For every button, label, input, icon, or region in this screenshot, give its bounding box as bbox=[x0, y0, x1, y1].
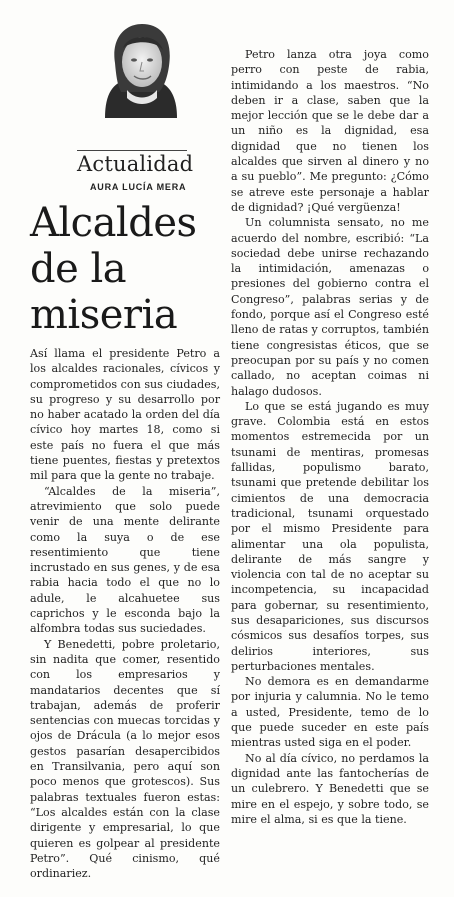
paragraph: “Alcaldes de la miseria”, atrevimiento que solo puede venir de una mente delirante como la suya o de ese resentimiento que tiene incrustado en sus genes, y de esa rabia hacia todo el que no lo adule, le alcahuetee sus caprichos y le esconda bajo la alfombra todas sus suciedades. bbox=[30, 484, 220, 636]
headline-line-1: Alcaldes bbox=[30, 200, 197, 246]
paragraph: Lo que se está jugando es muy grave. Colombia está en estos momentos estremecida por un tsunami de mentiras, promesas fallidas, populismo barato, tsunami que pretende debilitar los cimientos de una democracia tradicional, tsunami orquestado por el mismo Presidente para alimentar una ola populista, delirante de más sangre y violencia con tal de no aceptar su incompetencia, su incapacidad para gobernar, su resentimiento, sus desapariciones, sus discursos cósmicos sus desafíos torpes, sus delirios interiores, sus perturbaciones mentales. bbox=[231, 399, 429, 673]
paragraph: Un columnista sensato, no me acuerdo del nombre, escribió: “La sociedad debe unirse rechazando la intimidación, amenazas o presiones del gobierno contra el Congreso”, palabras serias y de fondo, porque así el Congreso esté lleno de ratas y corruptos, también tiene congresistas éticos, que se preocupan por su país y no comen callado, no aceptan coimas ni halago dudosos. bbox=[231, 216, 429, 398]
paragraph: No demora es en demandarme por injuria y calumnia. No le temo a usted, Presidente, temo de lo que puede suceder en este país mientras usted siga en el poder. bbox=[231, 675, 429, 750]
author-portrait bbox=[97, 18, 183, 118]
author-name: AURA LUCÍA MERA bbox=[90, 182, 187, 192]
column-left bbox=[30, 346, 220, 881]
column-right bbox=[231, 47, 429, 827]
headline-line-2: de la bbox=[30, 246, 127, 292]
section-label: Actualidad bbox=[77, 152, 194, 176]
paragraph: No al día cívico, no perdamos la dignidad ante las fantocherías de un culebrero. Y Benedetti que se mire en el espejo, y sobre todo, se mire el alma, si es que la tiene. bbox=[231, 751, 429, 826]
paragraph: Así llama el presidente Petro a los alcaldes racionales, cívicos y comprometidos con sus ciudades, su progreso y su desarrollo por no haber acatado la orden del día cívico hoy martes 18, como si este país no fuera el que más tiene puentes, fiestas y pretextos mil para que la gente no trabaje. bbox=[30, 347, 220, 483]
headline-line-3: miseria bbox=[30, 292, 178, 338]
paragraph: Petro lanza otra joya como perro con peste de rabia, intimidando a los maestros. “No deben ir a clase, saben que la mejor lección que se le debe dar a un niño es la dignidad, esa dignidad que no tienen los alcaldes que sirven al dinero y no a su pueblo”. Me pregunto: ¿Cómo se atreve este personaje a hablar de dignidad? ¡Qué vergüenza! bbox=[231, 48, 429, 214]
paragraph: Y Benedetti, pobre proletario, sin nadita que comer, resentido con los empresarios y mandatarios decentes que sí trabajan, además de proferir sentencias con muecas torcidas y ojos de Drácula (a lo mejor esos gestos pasarían desapercibidos en Transilvania, pero aquí son poco menos que grotescos). Sus palabras textuales fueron estas: “Los alcaldes están con la clase dirigente y empresarial, lo que quieren es golpear al presidente Petro”. Qué cinismo, qué ordinariez. bbox=[30, 637, 220, 881]
headline bbox=[30, 200, 220, 338]
